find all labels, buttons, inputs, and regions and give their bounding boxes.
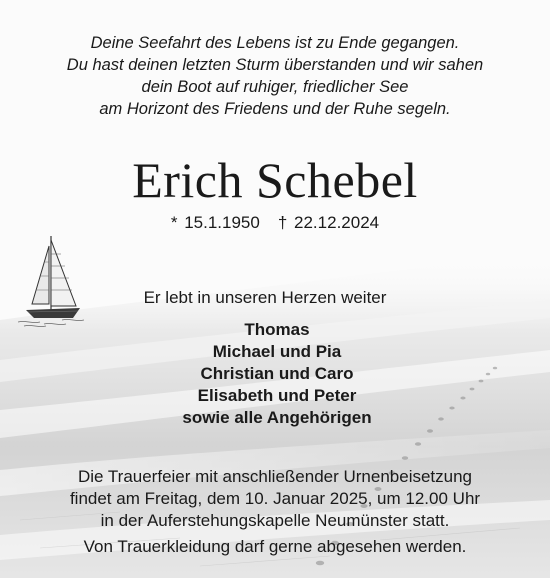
ceremony-line: findet am Freitag, dem 10. Januar 2025, um 12.00 Uhr: [69, 489, 481, 508]
mourners-list: [0, 319, 550, 429]
mourner-name: Elisabeth und Peter: [197, 386, 357, 405]
poem-line: am Horizont des Friedens und der Ruhe segeln.: [99, 100, 451, 118]
poem-line: Deine Seefahrt des Lebens ist zu Ende gegangen.: [90, 34, 460, 52]
deceased-name: Erich Schebel: [132, 152, 418, 208]
mourner-name: Thomas: [244, 320, 310, 339]
mourner-name: Michael und Pia: [212, 342, 342, 361]
memorial-tagline: Er lebt in unseren Herzen weiter: [143, 288, 387, 307]
ceremony-line: in der Auferstehungskapelle Neumünster statt.: [100, 511, 450, 530]
ceremony-info: [0, 466, 550, 558]
poem: [0, 32, 550, 120]
death-date: † 22.12.2024: [277, 213, 380, 232]
poem-line: Du hast deinen letzten Sturm überstanden und wir sahen: [66, 56, 484, 74]
life-dates: [0, 212, 550, 234]
birth-date: * 15.1.1950: [170, 213, 260, 232]
dress-code-note: Von Trauerkleidung darf gerne abgesehen werden.: [83, 537, 467, 556]
mourner-name: sowie alle Angehörigen: [182, 408, 372, 427]
ceremony-line: Die Trauerfeier mit anschließender Urnenbeisetzung: [77, 467, 473, 486]
poem-line: dein Boot auf ruhiger, friedlicher See: [141, 78, 409, 96]
mourner-name: Christian und Caro: [200, 364, 354, 383]
sailboat-illustration: [18, 232, 84, 328]
